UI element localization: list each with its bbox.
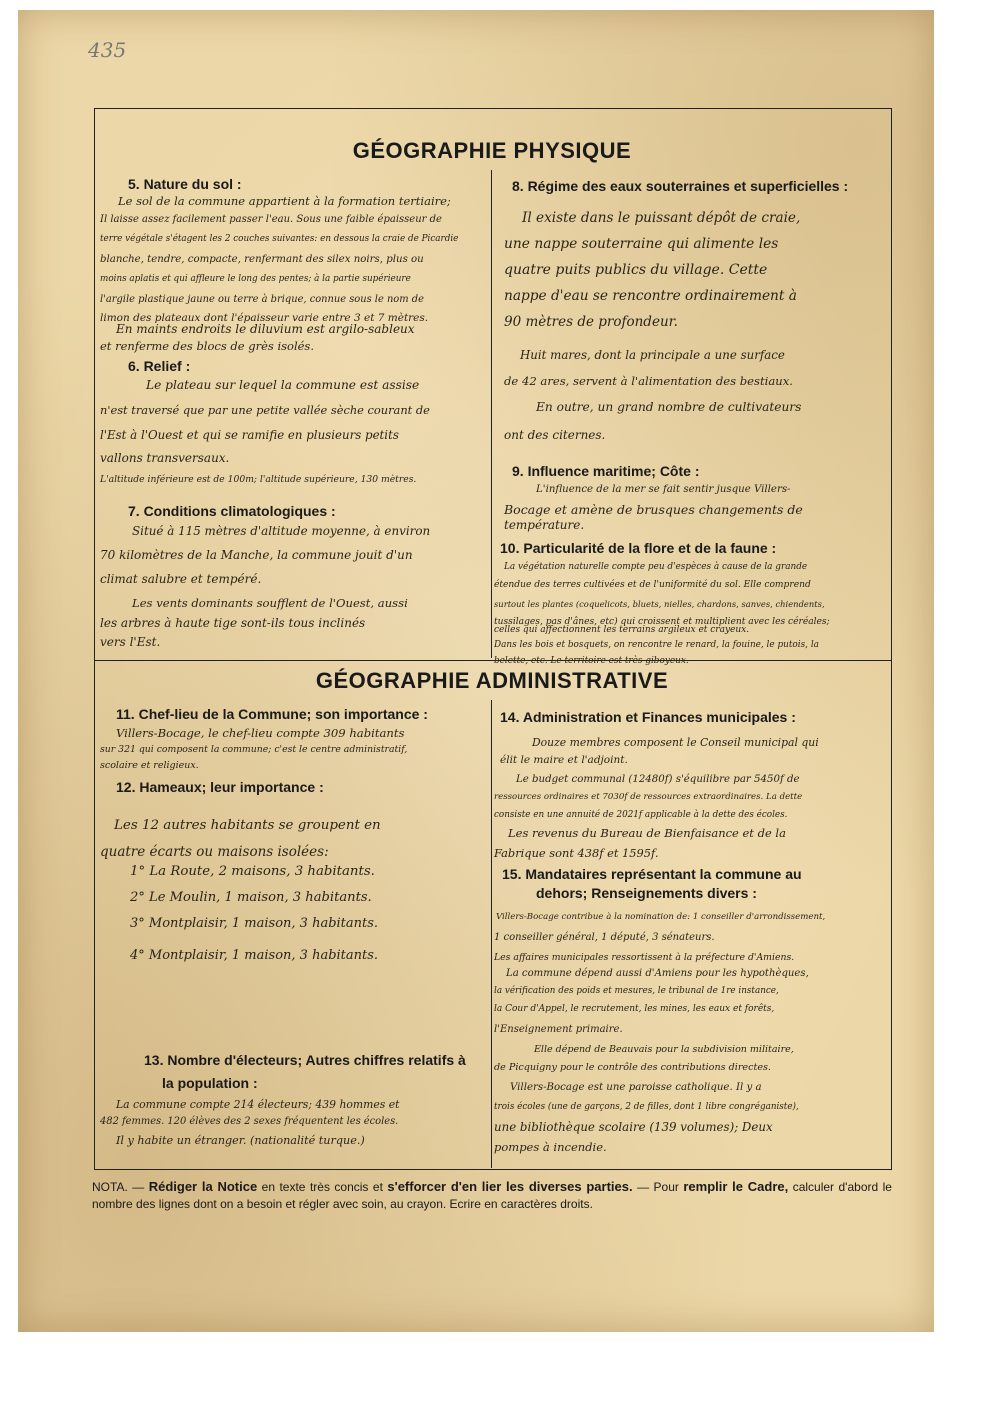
section-7-header: 7. Conditions climatologiques : — [128, 503, 336, 519]
handwriting-line: Villers-Bocage contribue à la nomination de: 1 conseiller d'arrondissement, — [496, 912, 826, 922]
handwriting-line: 2° Le Moulin, 1 maison, 3 habitants. — [130, 890, 372, 905]
handwriting-line: Il laisse assez facilement passer l'eau. Sous une faible épaisseur de — [100, 214, 442, 225]
handwriting-line: une nappe souterraine qui alimente les — [504, 236, 779, 252]
handwriting-line: blanche, tendre, compacte, renfermant des silex noirs, plus ou — [100, 254, 424, 265]
handwriting-line: En outre, un grand nombre de cultivateurs — [536, 400, 802, 414]
handwriting-line: vers l'Est. — [100, 635, 161, 649]
nota-instructions — [92, 1178, 892, 1213]
handwriting-line: 1 conseiller général, 1 député, 3 sénateurs. — [494, 932, 715, 943]
handwriting-line: la vérification des poids et mesures, le tribunal de 1re instance, — [494, 986, 779, 996]
handwriting-line: 70 kilomètres de la Manche, la commune jouit d'un — [100, 548, 413, 562]
handwriting-line: Villers-Bocage, le chef-lieu compte 309 habitants — [116, 726, 405, 740]
section-13-header: 13. Nombre d'électeurs; Autres chiffres relatifs à — [144, 1052, 466, 1068]
handwriting-line: Il y habite un étranger. (nationalité turque.) — [116, 1134, 365, 1147]
section-divider — [94, 660, 892, 661]
handwriting-line: l'Enseignement primaire. — [494, 1024, 623, 1035]
handwriting-line: climat salubre et tempéré. — [100, 572, 262, 586]
handwriting-line: Villers-Bocage est une paroisse catholique. Il y a — [510, 1082, 762, 1093]
handwriting-line: 90 mètres de profondeur. — [504, 314, 678, 330]
handwriting-line: de 42 ares, servent à l'alimentation des bestiaux. — [504, 374, 793, 388]
handwriting-line: surtout les plantes (coquelicots, bluets, nielles, chardons, sanves, chiendents, — [494, 599, 825, 609]
handwriting-line: Les revenus du Bureau de Bienfaisance et de la — [508, 826, 786, 840]
handwriting-line: vallons transversaux. — [100, 451, 230, 465]
handwriting-line: Douze membres composent le Conseil municipal qui — [532, 736, 819, 749]
nota-lead: NOTA. — — [92, 1180, 145, 1194]
section-15-header-cont: dehors; Renseignements divers : — [536, 885, 757, 901]
handwriting-line: Les vents dominants soufflent de l'Ouest, aussi — [132, 596, 408, 610]
section-12-header: 12. Hameaux; leur importance : — [116, 779, 324, 795]
handwriting-line: n'est traversé que par une petite vallée sèche courant de — [100, 403, 430, 417]
handwriting-line: les arbres à haute tige sont-ils tous inclinés — [100, 616, 366, 630]
nota-text-2: — Pour — [637, 1180, 679, 1194]
section-15-header: 15. Mandataires représentant la commune au — [502, 866, 802, 882]
nota-bold-2: s'efforcer d'en lier les diverses parties. — [387, 1179, 633, 1194]
handwriting-line: Dans les bois et bosquets, on rencontre le renard, la fouine, le putois, la — [494, 640, 819, 650]
handwriting-line: étendue des terres cultivées et de l'uniformité du sol. Elle comprend — [494, 580, 811, 590]
handwriting-line: terre végétale s'étagent les 2 couches suivantes: en dessous la craie de Picardie — [100, 234, 459, 244]
handwriting-line: et renferme des blocs de grès isolés. — [100, 339, 314, 353]
handwriting-line: Le budget communal (12480f) s'équilibre par 5450f de — [516, 774, 800, 785]
section-8-header: 8. Régime des eaux souterraines et superficielles : — [512, 178, 849, 194]
column-divider-administrative — [491, 700, 492, 1168]
section-11-header: 11. Chef-lieu de la Commune; son importance : — [116, 706, 428, 722]
handwriting-line: Les affaires municipales ressortissent à la préfecture d'Amiens. — [494, 952, 795, 963]
section-6-header: 6. Relief : — [128, 358, 191, 374]
handwriting-line: l'Est à l'Ouest et qui se ramifie en plusieurs petits — [100, 428, 399, 442]
handwriting-line: moins aplatis et qui affleure le long des pentes; à la partie supérieure — [100, 274, 411, 284]
handwriting-line: température. — [504, 518, 585, 532]
column-divider-physique — [491, 170, 492, 658]
handwriting-line: ressources ordinaires et 7030f de ressources extraordinaires. La dette — [494, 792, 803, 802]
handwriting-line: scolaire et religieux. — [100, 760, 199, 771]
handwriting-line: La commune dépend aussi d'Amiens pour les hypothèques, — [506, 968, 809, 979]
handwriting-line: Elle dépend de Beauvais pour la subdivision militaire, — [534, 1044, 794, 1055]
section-14-header: 14. Administration et Finances municipales : — [500, 709, 796, 725]
section-10-header: 10. Particularité de la flore et de la faune : — [500, 540, 777, 556]
handwriting-line: Situé à 115 mètres d'altitude moyenne, à environ — [132, 524, 431, 538]
handwriting-line: la Cour d'Appel, le recrutement, les mines, les eaux et forêts, — [494, 1004, 775, 1014]
nota-text-3: calculer d'abord le nombre des lignes dont on a besoin et régler avec soin, au crayon. Ecrire en caractères droits. — [92, 1180, 892, 1211]
handwriting-line: La végétation naturelle compte peu d'espèces à cause de la grande — [504, 562, 808, 572]
handwriting-line: celles qui affectionnent les terrains argileux et crayeux. — [494, 625, 750, 635]
handwriting-line: Les 12 autres habitants se groupent en — [114, 818, 381, 833]
handwriting-line: quatre puits publics du village. Cette — [504, 262, 768, 278]
handwriting-line: élit le maire et l'adjoint. — [500, 754, 628, 766]
section-13-header-cont: la population : — [162, 1075, 258, 1091]
handwriting-line: La commune compte 214 électeurs; 439 hommes et — [116, 1098, 400, 1111]
handwriting-line: limon des plateaux dont l'épaisseur varie entre 3 et 7 mètres. — [100, 312, 429, 324]
handwriting-line: 3° Montplaisir, 1 maison, 3 habitants. — [130, 916, 379, 931]
section-9-header: 9. Influence maritime; Côte : — [512, 463, 700, 479]
handwriting-line: tussilages, pas d'ânes, etc) qui croissent et multiplient avec les céréales; — [494, 617, 830, 627]
handwriting-line: l'argile plastique jaune ou terre à brique, connue sous le nom de — [100, 294, 424, 305]
handwriting-line: Le sol de la commune appartient à la formation tertiaire; — [118, 194, 451, 208]
handwriting-line: 482 femmes. 120 élèves des 2 sexes fréquentent les écoles. — [100, 1116, 399, 1127]
handwriting-line: consiste en une annuité de 2021f applicable à la dette des écoles. — [494, 810, 788, 820]
handwriting-line: de Picquigny pour le contrôle des contributions directes. — [494, 1062, 771, 1073]
nota-text-1: en texte très concis et — [261, 1180, 383, 1194]
handwriting-line: L'influence de la mer se fait sentir jusque Villers- — [536, 484, 791, 495]
archive-number: 435 — [88, 38, 127, 62]
handwriting-line: pompes à incendie. — [494, 1140, 607, 1154]
title-geographie-physique: GÉOGRAPHIE PHYSIQUE — [352, 138, 632, 163]
handwriting-line: nappe d'eau se rencontre ordinairement à — [504, 288, 797, 304]
handwriting-line: Fabrique sont 438f et 1595f. — [494, 846, 659, 860]
handwriting-line: 4° Montplaisir, 1 maison, 3 habitants. — [130, 948, 379, 963]
nota-bold-3: remplir le Cadre, — [683, 1179, 789, 1194]
nota-bold-1: Rédiger la Notice — [148, 1179, 258, 1194]
handwriting-line: ont des citernes. — [504, 428, 606, 442]
handwriting-line: 1° La Route, 2 maisons, 3 habitants. — [130, 864, 375, 879]
handwriting-line: En maints endroits le diluvium est argilo-sableux — [116, 322, 415, 336]
title-geographie-administrative: GÉOGRAPHIE ADMINISTRATIVE — [315, 668, 669, 693]
handwriting-line: sur 321 qui composent la commune; c'est le centre administratif, — [100, 744, 408, 755]
handwriting-line: L'altitude inférieure est de 100m; l'altitude supérieure, 130 mètres. — [100, 474, 417, 485]
handwriting-line: Bocage et amène de brusques changements de — [504, 502, 803, 517]
handwriting-line: belette, etc. Le territoire est très giboyeux. — [494, 656, 689, 666]
section-5-header: 5. Nature du sol : — [128, 176, 242, 192]
handwriting-line: Le plateau sur lequel la commune est assise — [146, 378, 420, 392]
handwriting-line: une bibliothèque scolaire (139 volumes); Deux — [494, 1120, 773, 1134]
handwriting-line: quatre écarts ou maisons isolées: — [100, 844, 329, 860]
handwriting-line: Il existe dans le puissant dépôt de craie, — [522, 210, 801, 226]
handwriting-line: trois écoles (une de garçons, 2 de filles, dont 1 libre congréganiste), — [494, 1102, 799, 1112]
handwriting-line: Huit mares, dont la principale a une surface — [520, 348, 785, 362]
